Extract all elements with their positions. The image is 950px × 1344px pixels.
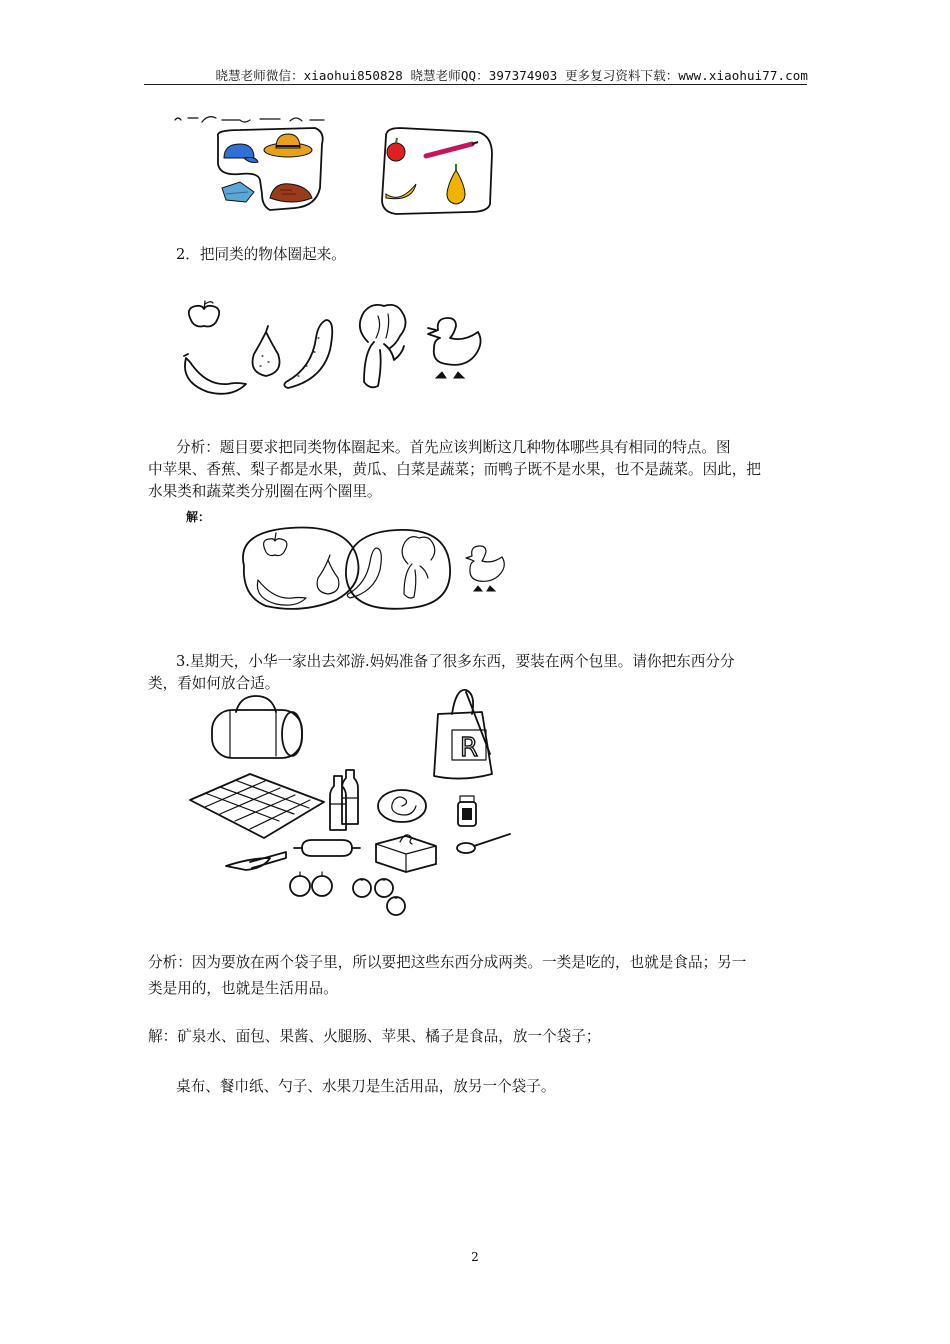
- solution-2-line-1: 解：矿泉水、面包、果酱、火腿肠、苹果、橘子是食品，放一个袋子；: [148, 1028, 601, 1045]
- solution-1-illustration: [236, 522, 516, 612]
- shopping-bag-icon: [434, 690, 492, 779]
- hat-icon: [264, 134, 312, 157]
- cap-icon: [224, 144, 258, 163]
- tissue-box-icon: [376, 835, 436, 872]
- page-header: 晓慧老师微信：xiaohui850828 晓慧老师QQ：397374903 更多复习资料下载：www.xiaohui77.com: [215, 68, 808, 83]
- duck-icon: [466, 546, 504, 591]
- header-rule: [144, 84, 807, 85]
- jam-jar-icon: [458, 796, 476, 826]
- sausage-icon: [294, 840, 360, 856]
- water-bottles-icon: [330, 770, 358, 830]
- fruit-knife-icon: [226, 852, 286, 870]
- tablecloth-icon: [190, 774, 324, 838]
- picnic-items-illustration: [176, 686, 536, 916]
- color-grouping-illustration: [200, 108, 500, 218]
- vegetable-group-circle: [346, 530, 450, 609]
- oranges-icon: [353, 879, 405, 915]
- bag-letter: R: [460, 733, 479, 763]
- analysis-1-line-2: 中苹果、香蕉、梨子都是水果，黄瓜、白菜是蔬菜；而鸭子既不是水果，也不是蔬菜。因此，把: [148, 461, 761, 478]
- page-number: 2: [471, 1250, 479, 1264]
- gloves-icon: [222, 182, 254, 202]
- analysis-2-line-2: 类是用的，也就是生活用品。: [148, 980, 338, 997]
- cucumber-icon: [347, 548, 381, 598]
- apple-icon: [387, 138, 405, 161]
- spoon-icon: [457, 834, 510, 853]
- pear-icon: [447, 164, 465, 204]
- shoes-icon: [270, 184, 312, 202]
- analysis-1-line-3: 水果类和蔬菜类分别圈在两个圈里。: [148, 483, 382, 500]
- solution-1-label: 解：: [186, 510, 211, 524]
- analysis-2-line-1: 分析：因为要放在两个袋子里，所以要把这些东西分成两类。一类是吃的，也就是食品；另一: [148, 954, 747, 971]
- duck-icon: [428, 318, 481, 378]
- cut-off-caption-fragment: [175, 117, 324, 122]
- apples-icon: [290, 872, 332, 896]
- cucumber-icon: [284, 320, 332, 388]
- duffel-bag-icon: [212, 696, 302, 758]
- pear-icon: [317, 555, 339, 594]
- group-circle-right: [382, 128, 492, 214]
- question-2-illustration: [178, 296, 508, 406]
- pear-icon: [253, 326, 280, 376]
- bread-icon: [378, 790, 426, 822]
- question-3-line-2: 类，看如何放合适。: [148, 675, 280, 692]
- apple-icon: [264, 533, 287, 556]
- cabbage-icon: [360, 305, 406, 387]
- question-2: 2．把同类的物体圈起来。: [176, 246, 346, 263]
- banana-icon: [386, 184, 416, 199]
- banana-icon: [184, 354, 246, 394]
- pencil-icon: [426, 142, 478, 156]
- fruit-group-circle: [243, 528, 359, 609]
- question-3-line-1: 3.星期天，小华一家出去郊游.妈妈准备了很多东西，要装在两个包里。请你把东西分分: [176, 653, 735, 670]
- apple-icon: [189, 301, 219, 327]
- analysis-1-line-1: 分析：题目要求把同类物体圈起来。首先应该判断这几种物体哪些具有相同的特点。图: [176, 439, 731, 456]
- banana-icon: [257, 580, 306, 605]
- cabbage-icon: [402, 537, 435, 598]
- solution-2-line-2: 桌布、餐巾纸、勺子、水果刀是生活用品，放另一个袋子。: [176, 1078, 556, 1095]
